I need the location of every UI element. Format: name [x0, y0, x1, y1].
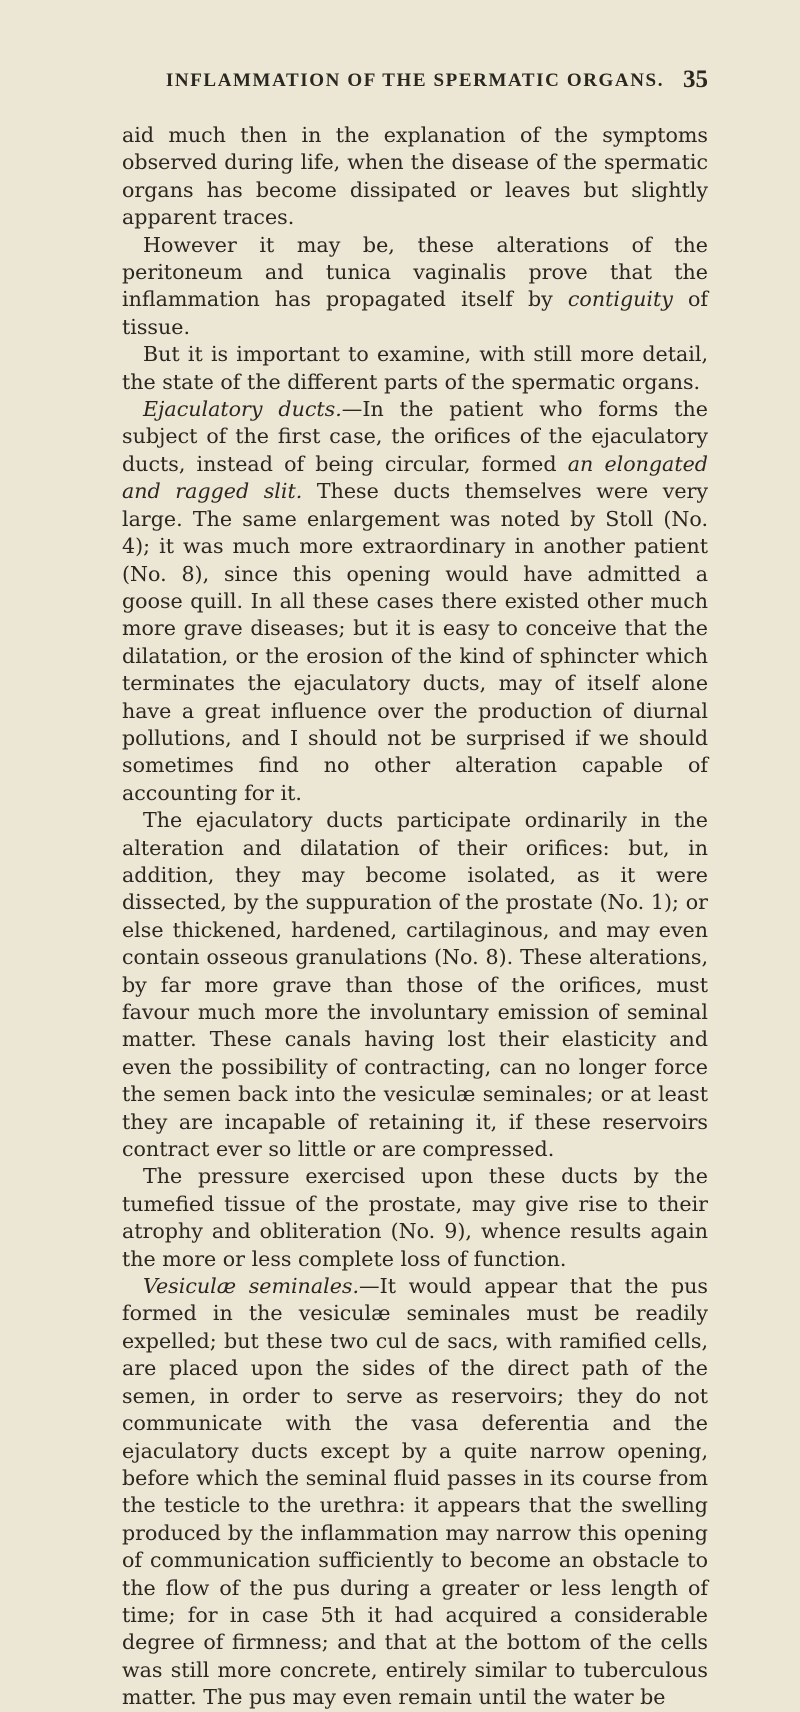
paragraph-text: However it may be, these alterations of the peritoneum and tunica vaginalis prove that the inflammation has propagated itself by [122, 232, 708, 312]
paragraph-text: aid much then in the explanation of the symptoms observed during life, when the disease of the spermatic organs has become dissipated or leaves but slightly apparent traces. [122, 123, 708, 230]
emphasis-text: an elongated and ragged slit. [122, 451, 708, 504]
paragraph [122, 341, 708, 396]
section-heading: Vesiculæ seminales. [143, 1274, 359, 1299]
emphasis-text: contiguity [567, 287, 673, 312]
paragraph-text: These ducts themselves were very large. The same enlargement was noted by Stoll (No. 4); it was much more extraordinary in another patient (No. 8), since this opening would have admitted a goose quill. In all these cases there existed other much more grave diseases; but it is easy to conceive that the dilatation, or the erosion of the kind of sphincter which terminates the ejaculatory ducts, may of itself alone have a great influence over the production of diurnal pollutions, and I should not be surprised if we should sometimes find no other alteration capable of accounting for it. [122, 479, 708, 805]
section-paragraph-ejaculatory-ducts [122, 396, 708, 807]
paragraph-text: The pressure exercised upon these ducts by the tumefied tissue of the prostate, may give rise to their atrophy and obliteration (No. 9), whence results again the more or less complete loss of function. [122, 1164, 708, 1271]
paragraph-text: of tissue. [122, 287, 708, 339]
paragraph-continuation [122, 122, 708, 232]
running-header [122, 66, 708, 102]
running-title: INFLAMMATION OF THE SPERMATIC ORGANS. [165, 70, 665, 91]
paragraph-text: But it is important to examine, with still more detail, the state of the different parts of the spermatic organs. [122, 342, 708, 394]
section-heading: Ejaculatory ducts. [143, 397, 342, 422]
body-text [122, 122, 708, 1712]
paragraph-text: —In the patient who forms the subject of the first case, the orifices of the ejaculatory ducts, instead of being circular, formed [122, 397, 708, 476]
paragraph [122, 807, 708, 1163]
paragraph-text: The ejaculatory ducts participate ordinarily in the alteration and dilatation of their orifices: but, in addition, they may become isolated, as it were dissected, by the suppuration of the prostate (No. 1); or else thickened, hardened, cartilaginous, and may even contain osseous granulations (No. 8). These alterations, by far more grave than those of the orifices, must favour much more the involuntary emission of seminal matter. These canals having lost their elasticity and even the possibility of contracting, can no longer force the semen back into the vesiculæ seminales; or at least they are incapable of retaining it, if these reservoirs contract ever so little or are compressed. [122, 808, 708, 1162]
paragraph-text: —It would appear that the pus formed in the vesiculæ seminales must be readily expelled; but these two cul de sacs, with ramified cells, are placed upon the sides of the direct path of the semen, in order to serve as reservoirs; they do not communicate with the vasa deferentia and the ejaculatory ducts except by a quite narrow opening, before which the seminal fluid passes in its course from the testicle to the urethra: it appears that the swelling produced by the inflammation may narrow this opening of communication sufficiently to become an obstacle to the flow of the pus during a greater or less length of time; for in case 5th it had acquired a considerable degree of firmness; and that at the bottom of the cells was still more concrete, entirely similar to tuberculous matter. The pus may even remain until the water be [122, 1274, 708, 1710]
section-paragraph-vesiculae-seminales [122, 1273, 708, 1712]
paragraph [122, 1163, 708, 1273]
page-number: 35 [683, 66, 708, 93]
paragraph [122, 232, 708, 342]
